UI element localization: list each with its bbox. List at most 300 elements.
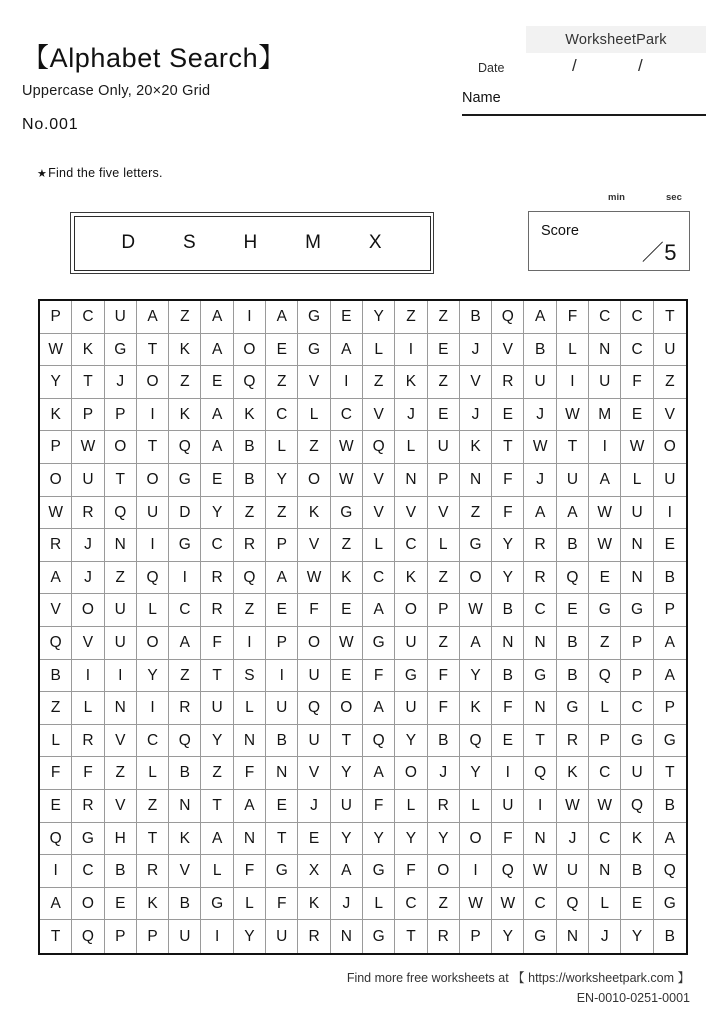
grid-cell[interactable]: A: [557, 497, 589, 530]
grid-cell[interactable]: G: [298, 301, 330, 334]
grid-cell[interactable]: G: [266, 855, 298, 888]
grid-cell[interactable]: I: [492, 757, 524, 790]
grid-cell[interactable]: U: [395, 627, 427, 660]
grid-cell[interactable]: W: [589, 497, 621, 530]
grid-cell[interactable]: T: [137, 431, 169, 464]
grid-cell[interactable]: Q: [589, 660, 621, 693]
grid-cell[interactable]: B: [557, 627, 589, 660]
grid-cell[interactable]: E: [331, 660, 363, 693]
grid-cell[interactable]: K: [621, 823, 653, 856]
grid-cell[interactable]: Q: [557, 562, 589, 595]
grid-cell[interactable]: Z: [654, 366, 686, 399]
grid-cell[interactable]: V: [40, 594, 72, 627]
grid-cell[interactable]: I: [137, 399, 169, 432]
grid-cell[interactable]: O: [298, 464, 330, 497]
grid-cell[interactable]: L: [363, 529, 395, 562]
grid-cell[interactable]: B: [654, 562, 686, 595]
grid-cell[interactable]: T: [40, 920, 72, 953]
grid-cell[interactable]: E: [428, 334, 460, 367]
grid-cell[interactable]: I: [137, 529, 169, 562]
grid-cell[interactable]: U: [492, 790, 524, 823]
grid-cell[interactable]: W: [589, 790, 621, 823]
grid-cell[interactable]: P: [589, 725, 621, 758]
grid-cell[interactable]: O: [460, 562, 492, 595]
grid-cell[interactable]: Z: [105, 757, 137, 790]
grid-cell[interactable]: Z: [298, 431, 330, 464]
footer-link-line[interactable]: Find more free worksheets at 【 https://worksheetpark.com 】: [346, 971, 690, 985]
grid-cell[interactable]: P: [40, 431, 72, 464]
grid-cell[interactable]: K: [331, 562, 363, 595]
grid-cell[interactable]: J: [524, 399, 556, 432]
grid-cell[interactable]: V: [169, 855, 201, 888]
grid-cell[interactable]: Q: [72, 920, 104, 953]
grid-cell[interactable]: E: [40, 790, 72, 823]
grid-cell[interactable]: R: [428, 920, 460, 953]
grid-cell[interactable]: A: [654, 823, 686, 856]
grid-cell[interactable]: U: [621, 497, 653, 530]
grid-cell[interactable]: Y: [331, 757, 363, 790]
grid-cell[interactable]: C: [589, 757, 621, 790]
grid-cell[interactable]: K: [460, 431, 492, 464]
grid-cell[interactable]: Q: [363, 431, 395, 464]
grid-cell[interactable]: O: [40, 464, 72, 497]
grid-cell[interactable]: I: [169, 562, 201, 595]
grid-cell[interactable]: L: [266, 431, 298, 464]
grid-cell[interactable]: R: [201, 562, 233, 595]
grid-cell[interactable]: I: [137, 692, 169, 725]
grid-cell[interactable]: T: [654, 757, 686, 790]
grid-cell[interactable]: J: [331, 888, 363, 921]
grid-cell[interactable]: W: [460, 888, 492, 921]
grid-cell[interactable]: R: [524, 529, 556, 562]
grid-cell[interactable]: L: [395, 790, 427, 823]
grid-cell[interactable]: G: [363, 920, 395, 953]
grid-cell[interactable]: W: [72, 431, 104, 464]
grid-cell[interactable]: W: [557, 399, 589, 432]
grid-cell[interactable]: E: [266, 594, 298, 627]
grid-cell[interactable]: I: [395, 334, 427, 367]
grid-cell[interactable]: Z: [137, 790, 169, 823]
grid-cell[interactable]: Q: [40, 627, 72, 660]
grid-cell[interactable]: W: [524, 855, 556, 888]
grid-cell[interactable]: B: [460, 301, 492, 334]
grid-cell[interactable]: Q: [137, 562, 169, 595]
grid-cell[interactable]: C: [169, 594, 201, 627]
grid-cell[interactable]: U: [105, 594, 137, 627]
grid-cell[interactable]: U: [105, 627, 137, 660]
grid-cell[interactable]: Z: [105, 562, 137, 595]
grid-cell[interactable]: A: [363, 692, 395, 725]
grid-cell[interactable]: K: [234, 399, 266, 432]
grid-cell[interactable]: L: [72, 692, 104, 725]
grid-cell[interactable]: U: [524, 366, 556, 399]
grid-cell[interactable]: F: [40, 757, 72, 790]
grid-cell[interactable]: Q: [169, 725, 201, 758]
grid-cell[interactable]: U: [298, 660, 330, 693]
grid-cell[interactable]: Z: [40, 692, 72, 725]
grid-cell[interactable]: G: [557, 692, 589, 725]
grid-cell[interactable]: V: [363, 497, 395, 530]
grid-cell[interactable]: W: [557, 790, 589, 823]
grid-cell[interactable]: B: [492, 660, 524, 693]
grid-cell[interactable]: A: [331, 334, 363, 367]
grid-cell[interactable]: Q: [105, 497, 137, 530]
grid-cell[interactable]: Q: [234, 562, 266, 595]
grid-cell[interactable]: T: [72, 366, 104, 399]
grid-cell[interactable]: Q: [621, 790, 653, 823]
grid-cell[interactable]: O: [395, 757, 427, 790]
grid-cell[interactable]: L: [201, 855, 233, 888]
grid-cell[interactable]: B: [234, 464, 266, 497]
grid-cell[interactable]: A: [654, 627, 686, 660]
grid-cell[interactable]: Q: [363, 725, 395, 758]
grid-cell[interactable]: E: [589, 562, 621, 595]
grid-cell[interactable]: Q: [169, 431, 201, 464]
grid-cell[interactable]: K: [169, 823, 201, 856]
grid-cell[interactable]: O: [460, 823, 492, 856]
grid-cell[interactable]: N: [621, 562, 653, 595]
grid-cell[interactable]: Y: [460, 660, 492, 693]
grid-cell[interactable]: K: [40, 399, 72, 432]
grid-cell[interactable]: G: [363, 627, 395, 660]
grid-cell[interactable]: I: [234, 627, 266, 660]
grid-cell[interactable]: C: [363, 562, 395, 595]
grid-cell[interactable]: L: [589, 692, 621, 725]
grid-cell[interactable]: Z: [428, 888, 460, 921]
grid-cell[interactable]: O: [331, 692, 363, 725]
grid-cell[interactable]: C: [266, 399, 298, 432]
grid-cell[interactable]: G: [460, 529, 492, 562]
grid-cell[interactable]: K: [72, 334, 104, 367]
grid-cell[interactable]: B: [428, 725, 460, 758]
grid-cell[interactable]: R: [428, 790, 460, 823]
grid-cell[interactable]: W: [621, 431, 653, 464]
grid-cell[interactable]: A: [40, 562, 72, 595]
grid-cell[interactable]: Z: [169, 301, 201, 334]
grid-cell[interactable]: Y: [201, 725, 233, 758]
grid-cell[interactable]: Y: [363, 823, 395, 856]
grid-cell[interactable]: I: [72, 660, 104, 693]
grid-cell[interactable]: S: [234, 660, 266, 693]
grid-cell[interactable]: R: [524, 562, 556, 595]
grid-cell[interactable]: L: [557, 334, 589, 367]
grid-cell[interactable]: C: [395, 888, 427, 921]
grid-cell[interactable]: V: [460, 366, 492, 399]
grid-cell[interactable]: F: [492, 823, 524, 856]
grid-cell[interactable]: C: [395, 529, 427, 562]
grid-cell[interactable]: E: [266, 334, 298, 367]
grid-cell[interactable]: W: [460, 594, 492, 627]
grid-cell[interactable]: Z: [331, 529, 363, 562]
grid-cell[interactable]: V: [395, 497, 427, 530]
grid-cell[interactable]: N: [492, 627, 524, 660]
grid-cell[interactable]: B: [40, 660, 72, 693]
grid-cell[interactable]: Q: [492, 855, 524, 888]
grid-cell[interactable]: Q: [654, 855, 686, 888]
grid-cell[interactable]: Y: [40, 366, 72, 399]
score-box[interactable]: [528, 211, 690, 271]
grid-cell[interactable]: G: [201, 888, 233, 921]
grid-cell[interactable]: B: [524, 334, 556, 367]
grid-cell[interactable]: V: [298, 757, 330, 790]
grid-cell[interactable]: G: [72, 823, 104, 856]
grid-cell[interactable]: N: [169, 790, 201, 823]
grid-cell[interactable]: N: [331, 920, 363, 953]
grid-cell[interactable]: N: [524, 823, 556, 856]
grid-cell[interactable]: J: [298, 790, 330, 823]
grid-cell[interactable]: I: [40, 855, 72, 888]
grid-cell[interactable]: O: [654, 431, 686, 464]
grid-cell[interactable]: R: [169, 692, 201, 725]
grid-cell[interactable]: J: [105, 366, 137, 399]
grid-cell[interactable]: T: [395, 920, 427, 953]
grid-cell[interactable]: E: [201, 366, 233, 399]
grid-cell[interactable]: A: [169, 627, 201, 660]
grid-cell[interactable]: G: [331, 497, 363, 530]
grid-cell[interactable]: C: [589, 823, 621, 856]
grid-cell[interactable]: Y: [395, 823, 427, 856]
grid-cell[interactable]: V: [298, 529, 330, 562]
grid-cell[interactable]: Q: [234, 366, 266, 399]
grid-cell[interactable]: Z: [395, 301, 427, 334]
grid-cell[interactable]: A: [524, 497, 556, 530]
grid-cell[interactable]: W: [331, 627, 363, 660]
grid-cell[interactable]: V: [428, 497, 460, 530]
grid-cell[interactable]: F: [72, 757, 104, 790]
grid-cell[interactable]: I: [234, 301, 266, 334]
grid-cell[interactable]: N: [589, 855, 621, 888]
grid-cell[interactable]: L: [40, 725, 72, 758]
grid-cell[interactable]: W: [492, 888, 524, 921]
grid-cell[interactable]: A: [201, 334, 233, 367]
grid-cell[interactable]: D: [169, 497, 201, 530]
grid-cell[interactable]: A: [201, 823, 233, 856]
grid-cell[interactable]: A: [266, 562, 298, 595]
grid-cell[interactable]: O: [137, 366, 169, 399]
grid-cell[interactable]: R: [72, 725, 104, 758]
grid-cell[interactable]: U: [137, 497, 169, 530]
grid-cell[interactable]: B: [557, 660, 589, 693]
grid-cell[interactable]: C: [72, 301, 104, 334]
grid-cell[interactable]: A: [460, 627, 492, 660]
grid-cell[interactable]: Y: [234, 920, 266, 953]
grid-cell[interactable]: R: [492, 366, 524, 399]
grid-cell[interactable]: U: [105, 301, 137, 334]
grid-cell[interactable]: K: [137, 888, 169, 921]
grid-cell[interactable]: U: [201, 692, 233, 725]
grid-cell[interactable]: F: [363, 660, 395, 693]
grid-cell[interactable]: R: [137, 855, 169, 888]
grid-cell[interactable]: G: [395, 660, 427, 693]
grid-cell[interactable]: T: [266, 823, 298, 856]
grid-cell[interactable]: L: [363, 888, 395, 921]
grid-cell[interactable]: I: [331, 366, 363, 399]
grid-cell[interactable]: G: [654, 888, 686, 921]
grid-cell[interactable]: K: [395, 562, 427, 595]
grid-cell[interactable]: L: [395, 431, 427, 464]
grid-cell[interactable]: U: [654, 334, 686, 367]
grid-cell[interactable]: U: [654, 464, 686, 497]
grid-cell[interactable]: J: [72, 562, 104, 595]
grid-cell[interactable]: N: [524, 692, 556, 725]
grid-cell[interactable]: F: [298, 594, 330, 627]
grid-cell[interactable]: K: [169, 399, 201, 432]
grid-cell[interactable]: A: [201, 399, 233, 432]
grid-cell[interactable]: K: [460, 692, 492, 725]
grid-cell[interactable]: B: [621, 855, 653, 888]
grid-cell[interactable]: V: [363, 464, 395, 497]
grid-cell[interactable]: U: [72, 464, 104, 497]
grid-cell[interactable]: J: [428, 757, 460, 790]
grid-cell[interactable]: O: [105, 431, 137, 464]
grid-cell[interactable]: T: [524, 725, 556, 758]
grid-cell[interactable]: C: [621, 692, 653, 725]
grid-cell[interactable]: Y: [331, 823, 363, 856]
grid-cell[interactable]: B: [169, 757, 201, 790]
grid-cell[interactable]: P: [621, 627, 653, 660]
grid-cell[interactable]: R: [201, 594, 233, 627]
grid-cell[interactable]: F: [266, 888, 298, 921]
grid-cell[interactable]: Z: [428, 301, 460, 334]
grid-cell[interactable]: U: [557, 464, 589, 497]
grid-cell[interactable]: L: [298, 399, 330, 432]
grid-cell[interactable]: L: [621, 464, 653, 497]
grid-cell[interactable]: P: [266, 627, 298, 660]
name-field-row[interactable]: [462, 88, 706, 116]
grid-cell[interactable]: N: [460, 464, 492, 497]
grid-cell[interactable]: C: [621, 301, 653, 334]
grid-cell[interactable]: O: [395, 594, 427, 627]
grid-cell[interactable]: C: [72, 855, 104, 888]
grid-cell[interactable]: C: [137, 725, 169, 758]
grid-cell[interactable]: F: [234, 855, 266, 888]
grid-cell[interactable]: C: [201, 529, 233, 562]
grid-cell[interactable]: P: [654, 594, 686, 627]
grid-cell[interactable]: A: [234, 790, 266, 823]
grid-cell[interactable]: E: [492, 725, 524, 758]
grid-cell[interactable]: Y: [395, 725, 427, 758]
grid-cell[interactable]: U: [169, 920, 201, 953]
grid-cell[interactable]: A: [266, 301, 298, 334]
grid-cell[interactable]: V: [492, 334, 524, 367]
grid-cell[interactable]: B: [557, 529, 589, 562]
grid-cell[interactable]: W: [331, 464, 363, 497]
grid-cell[interactable]: N: [557, 920, 589, 953]
grid-cell[interactable]: L: [460, 790, 492, 823]
grid-cell[interactable]: V: [105, 725, 137, 758]
grid-cell[interactable]: N: [524, 627, 556, 660]
grid-cell[interactable]: I: [201, 920, 233, 953]
grid-cell[interactable]: K: [298, 888, 330, 921]
grid-cell[interactable]: Q: [524, 757, 556, 790]
grid-cell[interactable]: M: [589, 399, 621, 432]
grid-cell[interactable]: Q: [460, 725, 492, 758]
grid-cell[interactable]: B: [234, 431, 266, 464]
grid-cell[interactable]: Y: [621, 920, 653, 953]
grid-cell[interactable]: U: [298, 725, 330, 758]
grid-cell[interactable]: F: [492, 464, 524, 497]
grid-cell[interactable]: E: [105, 888, 137, 921]
grid-cell[interactable]: Z: [460, 497, 492, 530]
grid-cell[interactable]: P: [654, 692, 686, 725]
grid-cell[interactable]: W: [40, 497, 72, 530]
grid-cell[interactable]: F: [363, 790, 395, 823]
grid-cell[interactable]: B: [492, 594, 524, 627]
grid-cell[interactable]: Z: [266, 366, 298, 399]
grid-cell[interactable]: Z: [428, 366, 460, 399]
grid-cell[interactable]: R: [298, 920, 330, 953]
grid-cell[interactable]: U: [621, 757, 653, 790]
grid-cell[interactable]: J: [557, 823, 589, 856]
grid-cell[interactable]: V: [298, 366, 330, 399]
date-field-row[interactable]: [462, 58, 706, 80]
grid-cell[interactable]: Z: [363, 366, 395, 399]
grid-cell[interactable]: K: [169, 334, 201, 367]
grid-cell[interactable]: I: [557, 366, 589, 399]
grid-cell[interactable]: N: [105, 692, 137, 725]
grid-cell[interactable]: G: [654, 725, 686, 758]
grid-cell[interactable]: W: [589, 529, 621, 562]
grid-cell[interactable]: K: [298, 497, 330, 530]
grid-cell[interactable]: I: [589, 431, 621, 464]
grid-cell[interactable]: E: [428, 399, 460, 432]
grid-cell[interactable]: G: [589, 594, 621, 627]
grid-cell[interactable]: F: [621, 366, 653, 399]
grid-cell[interactable]: O: [234, 334, 266, 367]
grid-cell[interactable]: P: [40, 301, 72, 334]
grid-cell[interactable]: P: [137, 920, 169, 953]
grid-cell[interactable]: Z: [201, 757, 233, 790]
grid-cell[interactable]: B: [664, 927, 675, 945]
grid-cell[interactable]: X: [298, 855, 330, 888]
grid-cell[interactable]: B: [169, 888, 201, 921]
grid-cell[interactable]: W: [40, 334, 72, 367]
grid-cell[interactable]: K: [395, 366, 427, 399]
grid-cell[interactable]: P: [72, 399, 104, 432]
grid-cell[interactable]: T: [105, 464, 137, 497]
grid-cell[interactable]: U: [428, 431, 460, 464]
grid-cell[interactable]: Z: [266, 497, 298, 530]
grid-cell[interactable]: Z: [169, 366, 201, 399]
grid-cell[interactable]: F: [201, 627, 233, 660]
grid-cell[interactable]: Q: [557, 888, 589, 921]
grid-cell[interactable]: C: [524, 888, 556, 921]
grid-cell[interactable]: U: [395, 692, 427, 725]
grid-cell[interactable]: C: [621, 334, 653, 367]
grid-cell[interactable]: A: [654, 660, 686, 693]
grid-cell[interactable]: G: [621, 594, 653, 627]
grid-cell[interactable]: R: [72, 790, 104, 823]
grid-cell[interactable]: N: [105, 529, 137, 562]
grid-cell[interactable]: L: [234, 888, 266, 921]
grid-cell[interactable]: J: [72, 529, 104, 562]
grid-cell[interactable]: Y: [137, 660, 169, 693]
grid-cell[interactable]: P: [460, 920, 492, 953]
grid-cell[interactable]: O: [137, 464, 169, 497]
grid-cell[interactable]: O: [72, 594, 104, 627]
grid-cell[interactable]: L: [589, 888, 621, 921]
grid-cell[interactable]: Z: [169, 660, 201, 693]
grid-cell[interactable]: Y: [460, 757, 492, 790]
grid-cell[interactable]: O: [137, 627, 169, 660]
grid-cell[interactable]: A: [201, 431, 233, 464]
grid-cell[interactable]: I: [105, 660, 137, 693]
grid-cell[interactable]: A: [589, 464, 621, 497]
grid-cell[interactable]: A: [524, 301, 556, 334]
grid-cell[interactable]: I: [460, 855, 492, 888]
grid-cell[interactable]: R: [557, 725, 589, 758]
grid-cell[interactable]: I: [654, 497, 686, 530]
